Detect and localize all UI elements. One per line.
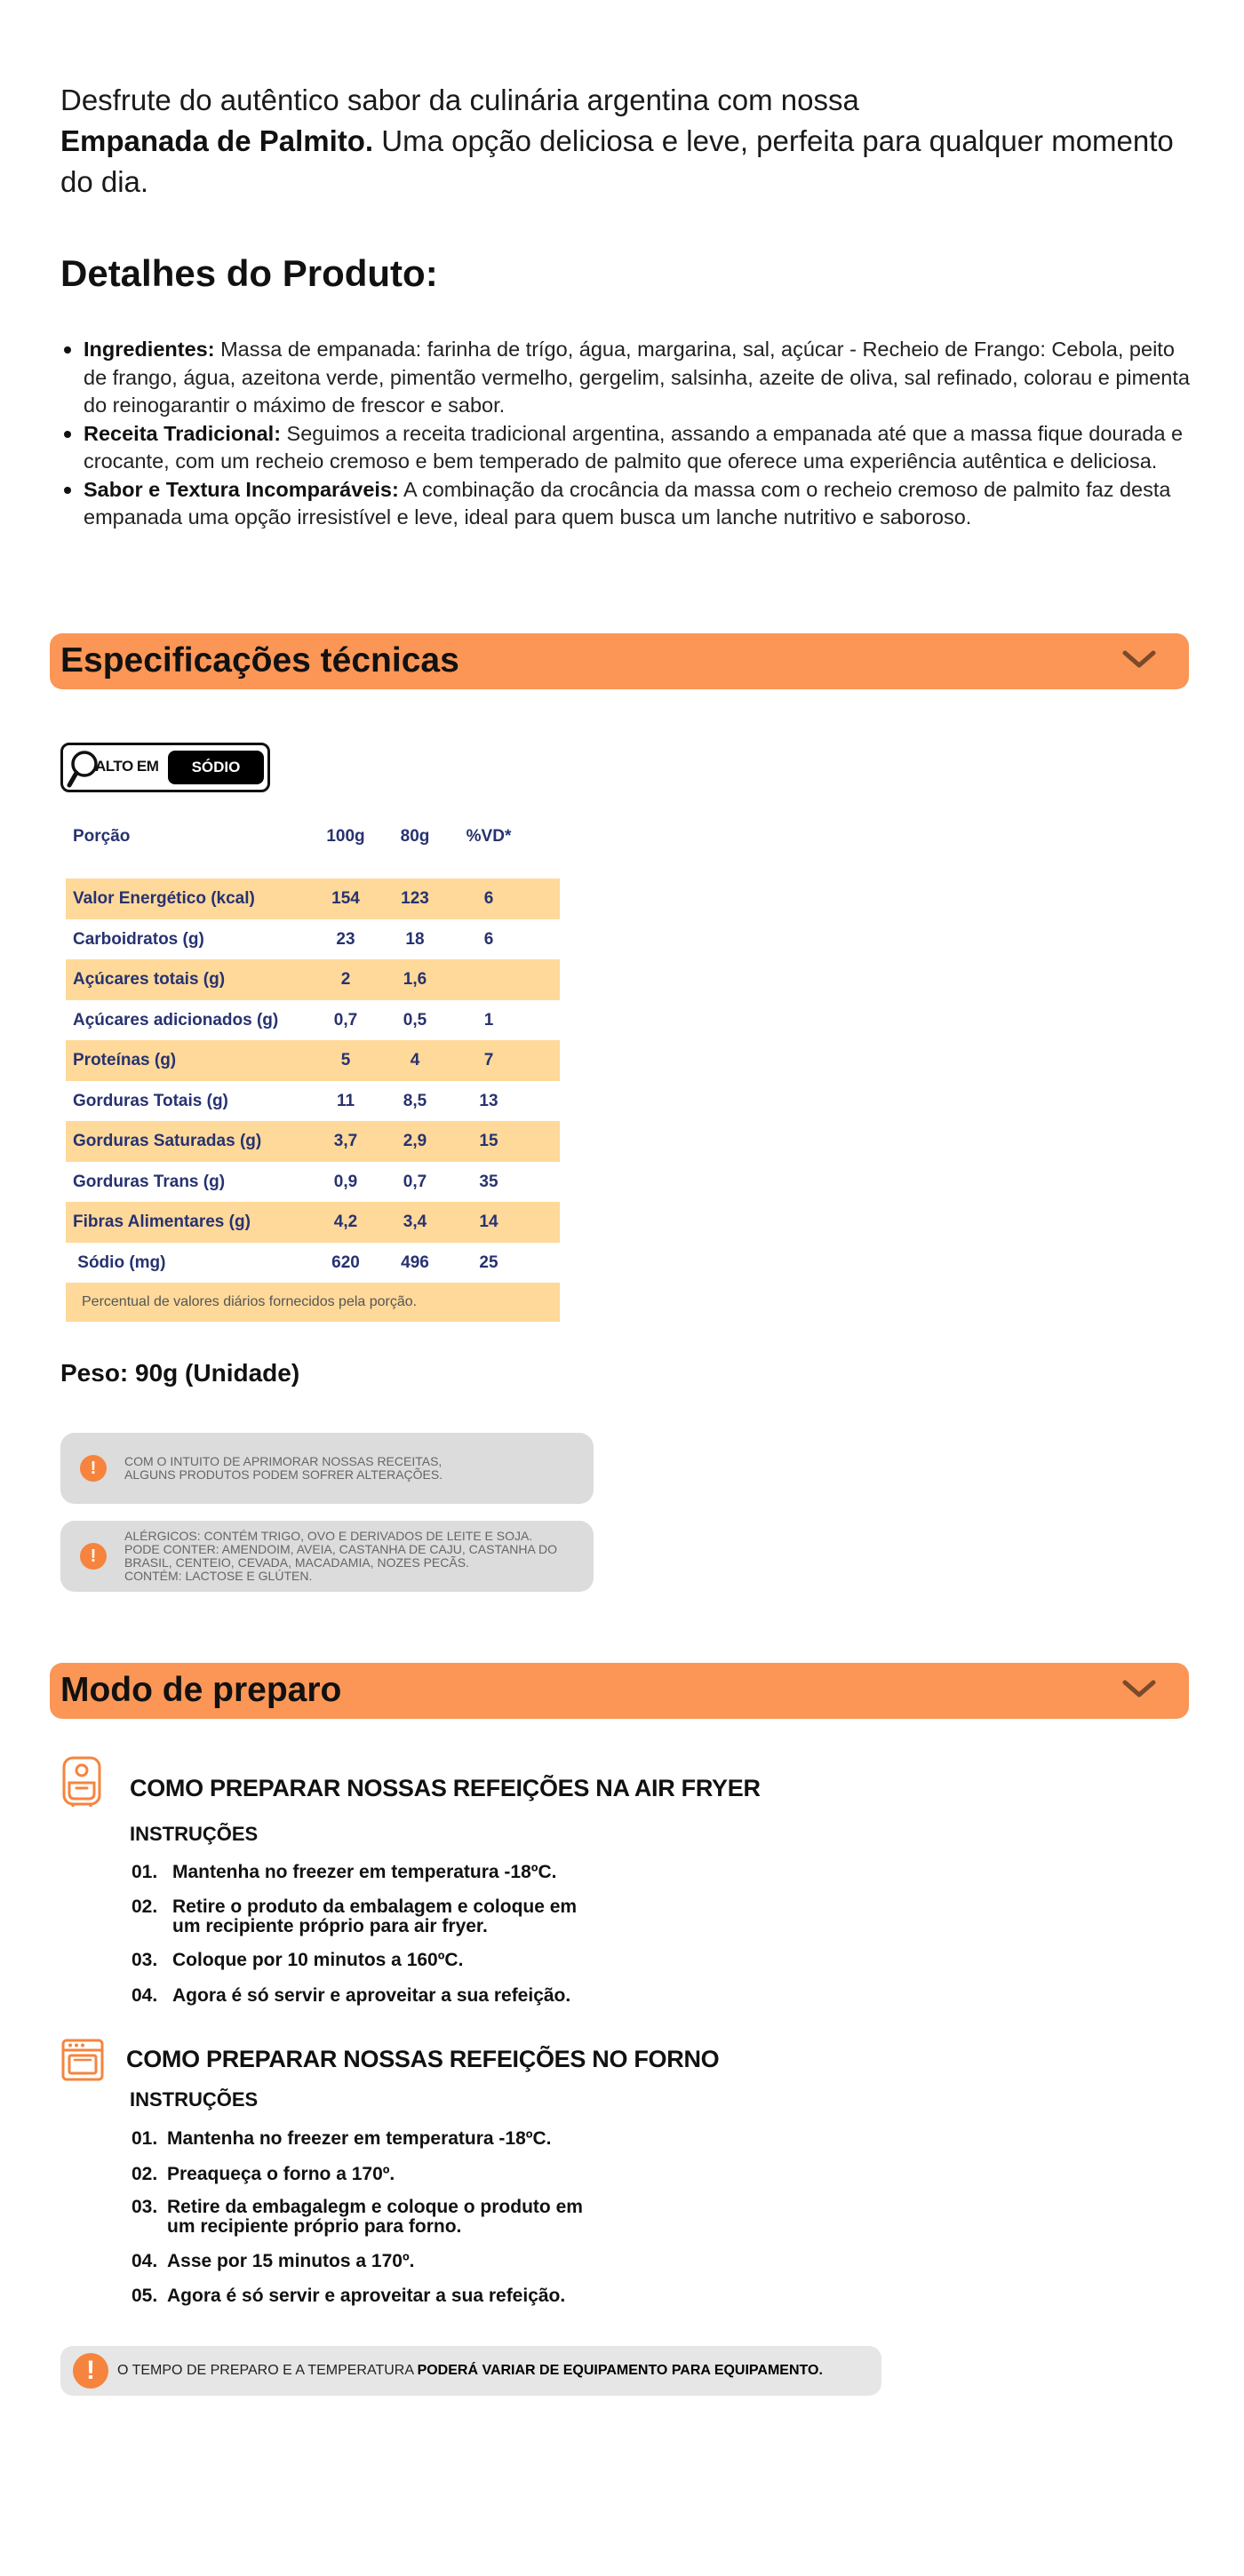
row-100g: 154 bbox=[331, 889, 360, 908]
product-weight: Peso: 90g (Unidade) bbox=[60, 1359, 300, 1387]
table-header bbox=[66, 816, 560, 879]
badge-alto-label: ALTO EM bbox=[95, 758, 159, 775]
step-number: 02. bbox=[132, 1896, 158, 1917]
details-title: Detalhes do Produto: bbox=[60, 252, 438, 294]
step-text bbox=[167, 2252, 629, 2271]
row-vd: 14 bbox=[479, 1212, 498, 1231]
row-label: Proteínas (g) bbox=[73, 1051, 177, 1069]
step-number: 03. bbox=[132, 2197, 158, 2217]
table-row bbox=[66, 1162, 560, 1203]
step-line: Asse por 15 minutos a 170º. bbox=[167, 2251, 415, 2271]
badge-sodio-label: SÓDIO bbox=[168, 751, 264, 784]
row-vd: 6 bbox=[483, 929, 494, 949]
row-80g: 3,4 bbox=[403, 1212, 427, 1231]
row-vd: 25 bbox=[479, 1252, 498, 1272]
step-text bbox=[167, 2129, 629, 2149]
chevron-down-icon[interactable] bbox=[1121, 1675, 1157, 1702]
airfryer-subtitle: INSTRUÇÕES bbox=[130, 1823, 259, 1845]
table-footnote: Percentual de valores diários fornecidos pela porção. bbox=[66, 1283, 560, 1322]
details-list bbox=[84, 336, 1194, 532]
step-text bbox=[167, 2286, 629, 2306]
row-80g: 4 bbox=[410, 1051, 420, 1069]
step-number: 03. bbox=[132, 1950, 158, 1970]
detail-label: Ingredientes: bbox=[84, 338, 215, 361]
table-row bbox=[66, 1121, 560, 1162]
row-100g: 0,7 bbox=[333, 1010, 358, 1030]
exclamation-icon: ! bbox=[80, 1455, 107, 1482]
row-label: Gorduras Totais (g) bbox=[73, 1091, 228, 1110]
airfryer-title: COMO PREPARAR NOSSAS REFEIÇÕES NA AIR FRYER bbox=[130, 1775, 761, 1801]
intro-product-name: Empanada de Palmito. bbox=[60, 124, 374, 157]
header-100g: 100g bbox=[326, 827, 365, 846]
detail-text: A combinação da crocância da massa com o recheio cremoso de palmito faz desta empanada uma opção irresistível e leve, ideal para quem busca um lanche nutritivo e saboroso. bbox=[84, 477, 1171, 529]
step-text bbox=[172, 1986, 634, 2006]
row-vd: 13 bbox=[479, 1091, 498, 1110]
row-100g: 23 bbox=[336, 929, 355, 949]
exclamation-icon: ! bbox=[80, 1543, 107, 1570]
preparo-title: Modo de preparo bbox=[60, 1671, 342, 1709]
nutrition-table bbox=[66, 816, 560, 1322]
disclaimer-pre: O TEMPO DE PREPARO E A TEMPERATURA bbox=[117, 2363, 418, 2378]
row-80g: 0,7 bbox=[403, 1172, 427, 1191]
row-vd: 15 bbox=[479, 1132, 498, 1150]
notice-line: ALÉRGICOS: CONTÉM TRIGO, OVO E DERIVADOS DE LEITE E SOJA. bbox=[124, 1529, 533, 1543]
air-fryer-icon bbox=[60, 1754, 103, 1808]
table-row bbox=[66, 919, 560, 960]
step-line: Retire da embagalegm e coloque o produto em bbox=[167, 2197, 583, 2217]
header-porcao: Porção bbox=[73, 827, 131, 846]
table-row bbox=[66, 1000, 560, 1041]
intro-paragraph bbox=[60, 80, 1180, 203]
step-number: 04. bbox=[132, 2251, 158, 2271]
notice-text bbox=[124, 1455, 443, 1482]
row-80g: 1,6 bbox=[403, 970, 427, 989]
row-100g: 4,2 bbox=[333, 1212, 358, 1231]
row-label: Fibras Alimentares (g) bbox=[73, 1212, 251, 1231]
step-line: um recipiente próprio para air fryer. bbox=[172, 1916, 488, 1936]
notice-line: COM O INTUITO DE APRIMORAR NOSSAS RECEITAS, bbox=[124, 1454, 443, 1468]
detail-label: Sabor e Textura Incomparáveis: bbox=[84, 477, 399, 501]
step-text bbox=[172, 1897, 634, 1936]
specs-accordion-header[interactable] bbox=[50, 633, 1189, 689]
step-number: 02. bbox=[132, 2164, 158, 2184]
row-80g: 2,9 bbox=[403, 1132, 427, 1150]
preparo-accordion-header[interactable] bbox=[50, 1663, 1189, 1719]
row-80g: 123 bbox=[401, 889, 429, 908]
row-80g: 8,5 bbox=[403, 1091, 427, 1110]
table-row bbox=[66, 1040, 560, 1081]
row-vd: 6 bbox=[483, 889, 494, 908]
detail-text: Seguimos a receita tradicional argentina, assando a empanada até que a massa fique dourada e crocante, com um recheio cremoso e bem temperado de palmito que oferece uma experiência autêntica e deliciosa. bbox=[84, 421, 1184, 473]
detail-text: Massa de empanada: farinha de trígo, água, margarina, sal, açúcar - Recheio de Frango: Cebola, peito de frango, água, azeitona verde, pimentão vermelho, gergelim, salsinha, azeite de oliva, sal refinado, colorau e pimenta do reinogarantir o máximo de frescor e sabor. bbox=[84, 338, 1190, 417]
row-100g: 11 bbox=[336, 1091, 355, 1110]
header-80g: 80g bbox=[400, 827, 430, 846]
table-row bbox=[66, 879, 560, 919]
row-80g: 18 bbox=[405, 929, 425, 949]
allergen-notice bbox=[60, 1521, 594, 1592]
step-number: 05. bbox=[132, 2286, 158, 2306]
step-text bbox=[167, 2165, 629, 2184]
step-line: Preaqueça o forno a 170º. bbox=[167, 2164, 395, 2184]
row-100g: 5 bbox=[340, 1051, 351, 1069]
step-number: 04. bbox=[132, 1985, 158, 2006]
step-line: um recipiente próprio para forno. bbox=[167, 2216, 462, 2237]
intro-pre: Desfrute do autêntico sabor da culinária argentina com nossa bbox=[60, 83, 859, 116]
forno-title: COMO PREPARAR NOSSAS REFEIÇÕES NO FORNO bbox=[126, 2046, 720, 2072]
disclaimer-text bbox=[117, 2363, 823, 2379]
notice-line: ALGUNS PRODUTOS PODEM SOFRER ALTERAÇÕES. bbox=[124, 1467, 443, 1482]
row-label: Carboidratos (g) bbox=[73, 929, 204, 949]
notice-line: CONTÉM: LACTOSE E GLÚTEN. bbox=[124, 1569, 313, 1583]
row-vd: 7 bbox=[483, 1051, 494, 1069]
step-line: Mantenha no freezer em temperatura -18ºC. bbox=[172, 1862, 557, 1882]
table-row bbox=[66, 1202, 560, 1243]
row-100g: 2 bbox=[340, 970, 351, 989]
forno-subtitle: INSTRUÇÕES bbox=[130, 2088, 259, 2111]
row-vd: 35 bbox=[479, 1172, 498, 1191]
detail-label: Receita Tradicional: bbox=[84, 421, 282, 445]
step-text bbox=[172, 1863, 634, 1882]
specs-title: Especificações técnicas bbox=[60, 641, 459, 680]
row-100g: 0,9 bbox=[333, 1172, 358, 1191]
row-vd: 1 bbox=[483, 1010, 494, 1030]
row-100g: 3,7 bbox=[333, 1132, 358, 1150]
step-number: 01. bbox=[132, 1862, 158, 1882]
row-80g: 0,5 bbox=[403, 1010, 427, 1030]
row-label: Sódio (mg) bbox=[73, 1252, 166, 1272]
row-100g: 620 bbox=[331, 1252, 360, 1272]
notice-text bbox=[124, 1530, 557, 1583]
step-line: Coloque por 10 minutos a 160ºC. bbox=[172, 1950, 464, 1970]
timing-disclaimer bbox=[60, 2346, 881, 2396]
detail-item-sabor bbox=[84, 476, 1194, 532]
step-text bbox=[172, 1951, 634, 1970]
row-label: Açúcares totais (g) bbox=[73, 970, 226, 989]
chevron-down-icon[interactable] bbox=[1121, 646, 1157, 672]
row-label: Gorduras Trans (g) bbox=[73, 1172, 226, 1191]
row-80g: 496 bbox=[401, 1252, 429, 1272]
detail-item-ingredientes bbox=[84, 336, 1194, 420]
step-number: 01. bbox=[132, 2128, 158, 2149]
intro-post: Uma opção deliciosa e leve, perfeita para qualquer momento do dia. bbox=[60, 124, 1174, 198]
table-row bbox=[66, 959, 560, 1000]
header-vd: %VD* bbox=[466, 827, 512, 846]
detail-item-receita bbox=[84, 420, 1194, 476]
oven-icon bbox=[60, 2038, 105, 2082]
table-row bbox=[66, 1243, 560, 1284]
step-line: Agora é só servir e aproveitar a sua refeição. bbox=[167, 2286, 566, 2306]
recipe-change-notice bbox=[60, 1433, 594, 1504]
step-text bbox=[167, 2198, 629, 2237]
row-label: Valor Energético (kcal) bbox=[73, 889, 255, 908]
row-label: Gorduras Saturadas (g) bbox=[73, 1132, 262, 1150]
disclaimer-bold: PODERÁ VARIAR DE EQUIPAMENTO PARA EQUIPAMENTO. bbox=[417, 2363, 823, 2378]
step-line: Mantenha no freezer em temperatura -18ºC. bbox=[167, 2128, 552, 2149]
table-row bbox=[66, 1081, 560, 1122]
notice-line: PODE CONTER: AMENDOIM, AVEIA, CASTANHA DE CAJU, CASTANHA DO bbox=[124, 1542, 557, 1556]
row-label: Açúcares adicionados (g) bbox=[73, 1010, 279, 1030]
notice-line: BRASIL, CENTEIO, CEVADA, MACADAMIA, NOZES PECÃS. bbox=[124, 1555, 469, 1570]
step-line: Retire o produto da embalagem e coloque em bbox=[172, 1896, 578, 1917]
alto-em-sodio-badge bbox=[60, 743, 270, 792]
step-line: Agora é só servir e aproveitar a sua refeição. bbox=[172, 1985, 571, 2006]
exclamation-icon: ! bbox=[73, 2353, 108, 2389]
